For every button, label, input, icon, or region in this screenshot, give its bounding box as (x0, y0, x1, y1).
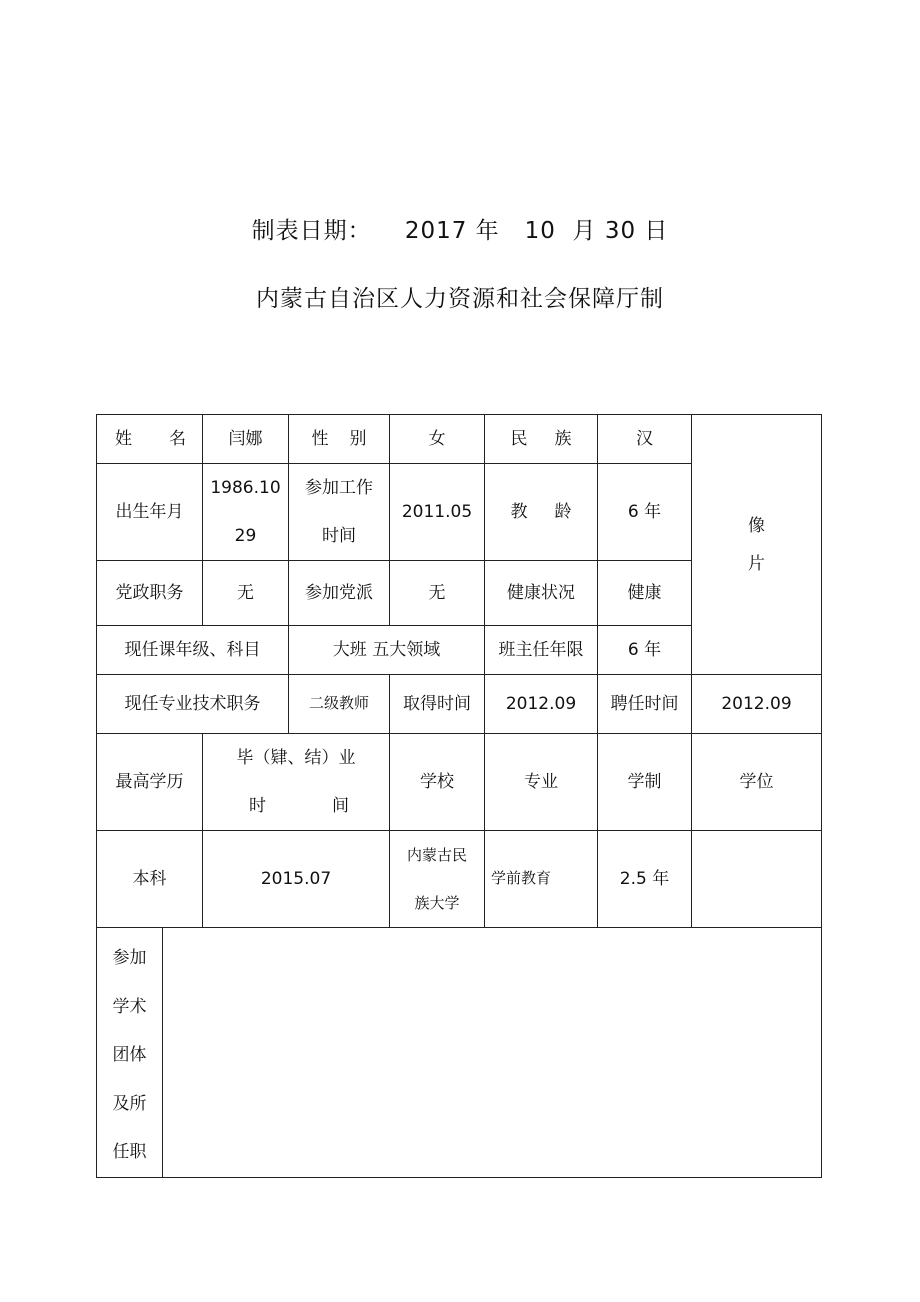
academic-groups-label: 参加 学术 团体 及所 任职 (97, 928, 163, 1178)
school-label: 学校 (390, 734, 485, 831)
photo-placeholder: 像 片 (692, 415, 822, 675)
academic-groups-value[interactable] (163, 928, 822, 1178)
headteacher-years-value: 6 年 (598, 626, 692, 675)
name-value: 闫娜 (203, 415, 289, 464)
health-label: 健康状况 (485, 561, 598, 626)
professional-title-value: 二级教师 (289, 675, 390, 734)
form-date-line: 制表日期： 2017 年 10 月 30 日 (251, 218, 669, 244)
duration-label: 学制 (598, 734, 692, 831)
degree-value (692, 831, 822, 928)
party-value: 无 (390, 561, 485, 626)
school-value: 内蒙古民 族大学 (390, 831, 485, 928)
education-value: 本科 (97, 831, 203, 928)
ethnicity-label: 民 族 (485, 415, 598, 464)
current-class-value: 大班 五大领域 (289, 626, 485, 675)
name-label: 姓 名 (97, 415, 203, 464)
teaching-years-value: 6 年 (598, 464, 692, 561)
degree-label: 学位 (692, 734, 822, 831)
ethnicity-value: 汉 (598, 415, 692, 464)
graduation-time-value: 2015.07 (203, 831, 390, 928)
teacher-info-form (96, 414, 822, 1178)
work-start-value: 2011.05 (390, 464, 485, 561)
party-label: 参加党派 (289, 561, 390, 626)
birth-date-value: 1986.10 29 (203, 464, 289, 561)
major-label: 专业 (485, 734, 598, 831)
health-value: 健康 (598, 561, 692, 626)
issuing-organization: 内蒙古自治区人力资源和社会保障厅制 (256, 286, 664, 312)
hire-time-label: 聘任时间 (598, 675, 692, 734)
party-position-value: 无 (203, 561, 289, 626)
major-value: 学前教育 (485, 831, 598, 928)
gender-label: 性 别 (289, 415, 390, 464)
education-label: 最高学历 (97, 734, 203, 831)
duration-value: 2.5 年 (598, 831, 692, 928)
hire-time-value: 2012.09 (692, 675, 822, 734)
work-start-label: 参加工作 时间 (289, 464, 390, 561)
teaching-years-label: 教 龄 (485, 464, 598, 561)
graduation-time-label: 毕（肄、结）业 时 间 (203, 734, 390, 831)
professional-title-label: 现任专业技术职务 (97, 675, 289, 734)
obtain-time-label: 取得时间 (390, 675, 485, 734)
party-position-label: 党政职务 (97, 561, 203, 626)
headteacher-years-label: 班主任年限 (485, 626, 598, 675)
birth-date-label: 出生年月 (97, 464, 203, 561)
current-class-label: 现任课年级、科目 (97, 626, 289, 675)
gender-value: 女 (390, 415, 485, 464)
obtain-time-value: 2012.09 (485, 675, 598, 734)
